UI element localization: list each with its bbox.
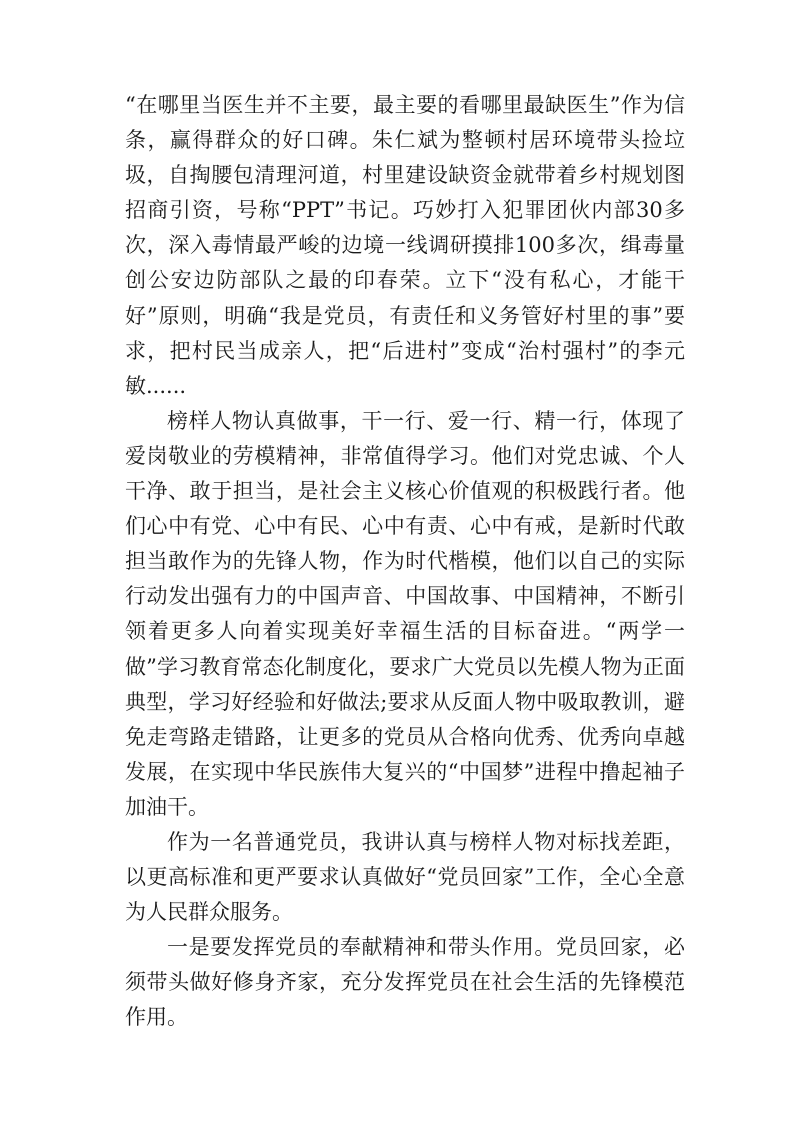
paragraph-4: 一是要发挥党员的奉献精神和带头作用。党员回家，必须带头做好修身齐家，充分发挥党员在社会生活的先锋模范作用。 <box>125 935 685 1030</box>
paragraph-1: “在哪里当医生并不主要，最主要的看哪里最缺医生”作为信条，赢得群众的好口碑。朱仁斌为整顿村居环境带头捡垃圾，自掏腰包清理河道，村里建设缺资金就带着乡村规划图招商引资，号称“PPT”书记。巧妙打入犯罪团伙内部30多次，深入毒情最严峻的边境一线调研摸排100多次，缉毒量创公安边防部队之最的印春荣。立下“没有私心，才能干好”原则，明确“我是党员，有责任和义务管好村里的事”要求，把村民当成亲人，把“后进村”变成“治村强村”的李元敏...... <box>125 93 685 398</box>
paragraph-3: 作为一名普通党员，我讲认真与榜样人物对标找差距，以更高标准和更严要求认真做好“党员回家”工作，全心全意为人民群众服务。 <box>125 829 685 925</box>
paragraph-2: 榜样人物认真做事，干一行、爱一行、精一行，体现了爱岗敬业的劳模精神，非常值得学习。他们对党忠诚、个人干净、敢于担当，是社会主义核心价值观的积极践行者。他们心中有党、心中有民、心中有责、心中有戒，是新时代敢担当敢作为的先锋人物，作为时代楷模，他们以自己的实际行动发出强有力的中国声音、中国故事、中国精神，不断引领着更多人向着实现美好幸福生活的目标奋进。“两学一做”学习教育常态化制度化，要求广大党员以先模人物为正面典型，学习好经验和好做法;要求从反面人物中吸取教训，避免走弯路走错路，让更多的党员从合格向优秀、优秀向卓越发展，在实现中华民族伟大复兴的“中国梦”进程中撸起袖子加油干。 <box>125 408 685 819</box>
document-body <box>125 88 685 1036</box>
